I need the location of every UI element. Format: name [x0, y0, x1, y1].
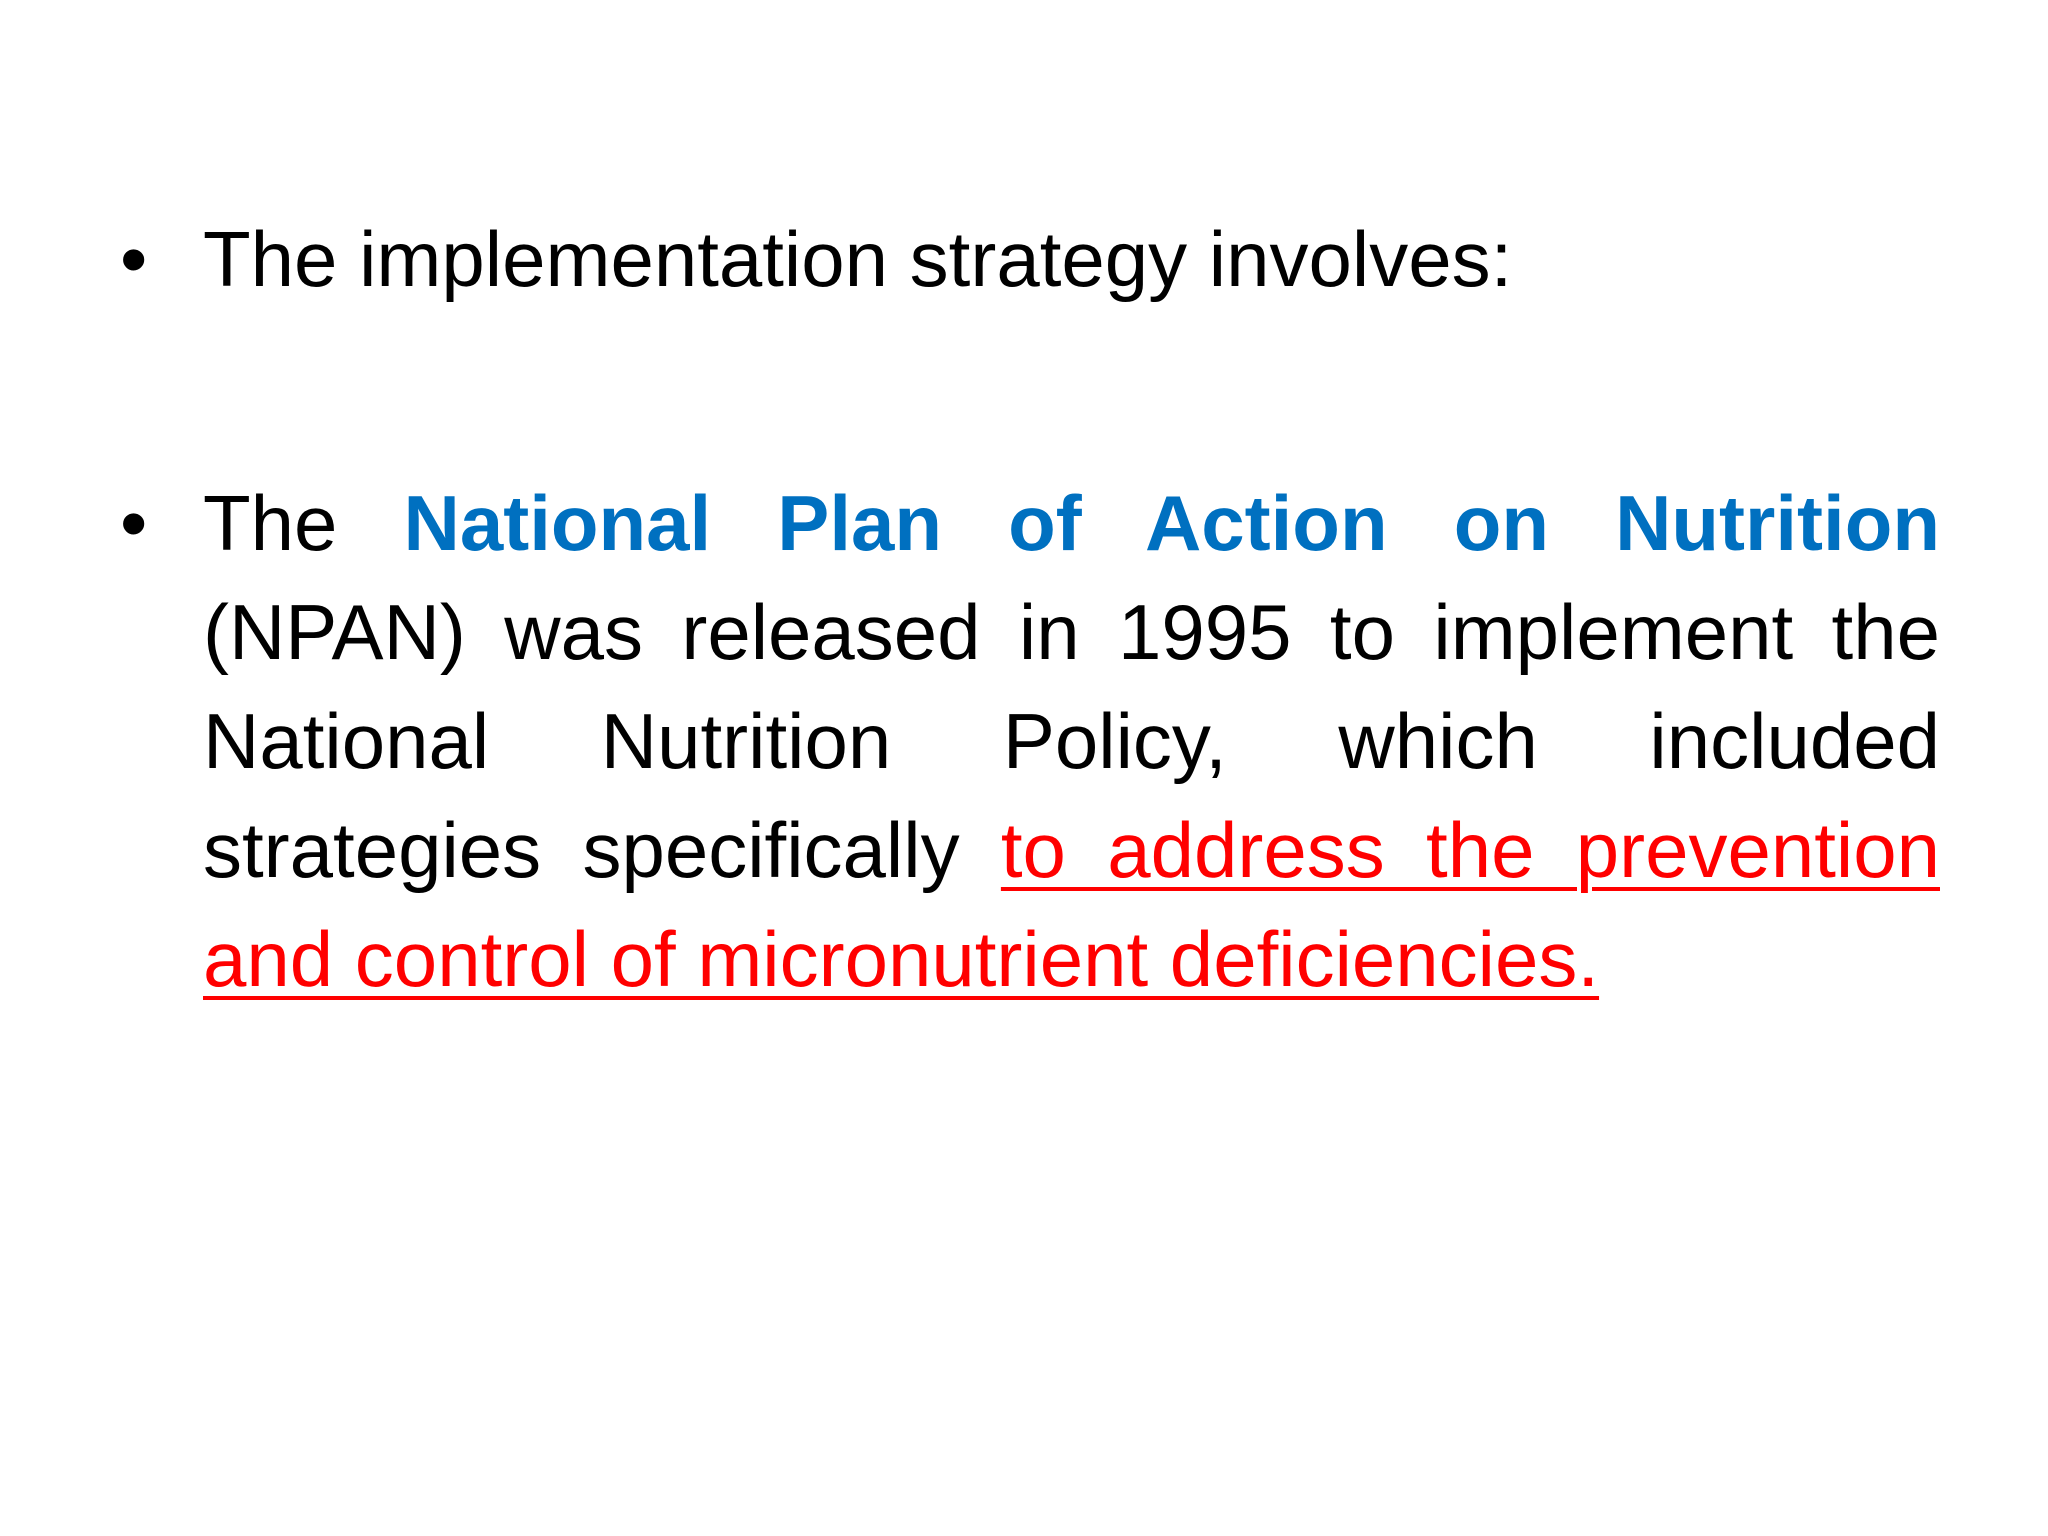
bullet-item-implementation-strategy [120, 205, 1940, 314]
bullet-dot-icon: • [120, 215, 148, 303]
npan-prefix-text: The [203, 479, 338, 567]
national-plan-title: National Plan of Action on Nutrition [403, 479, 1940, 567]
bullet-text-npan [203, 469, 1940, 1014]
bullet-dot-icon: • [120, 479, 148, 567]
bullet-item-npan [120, 469, 1940, 1014]
micronutrient-highlight-text: to address the prevention and control of micronutrient deficiencies. [203, 806, 1940, 1003]
bullet-text-implementation-strategy: The implementation strategy involves: [203, 215, 1513, 303]
bullet-list [120, 205, 1940, 1014]
npan-description-text: (NPAN) was released in 1995 to implement the National Nutrition Policy, which included strategies specifically [203, 588, 1940, 894]
